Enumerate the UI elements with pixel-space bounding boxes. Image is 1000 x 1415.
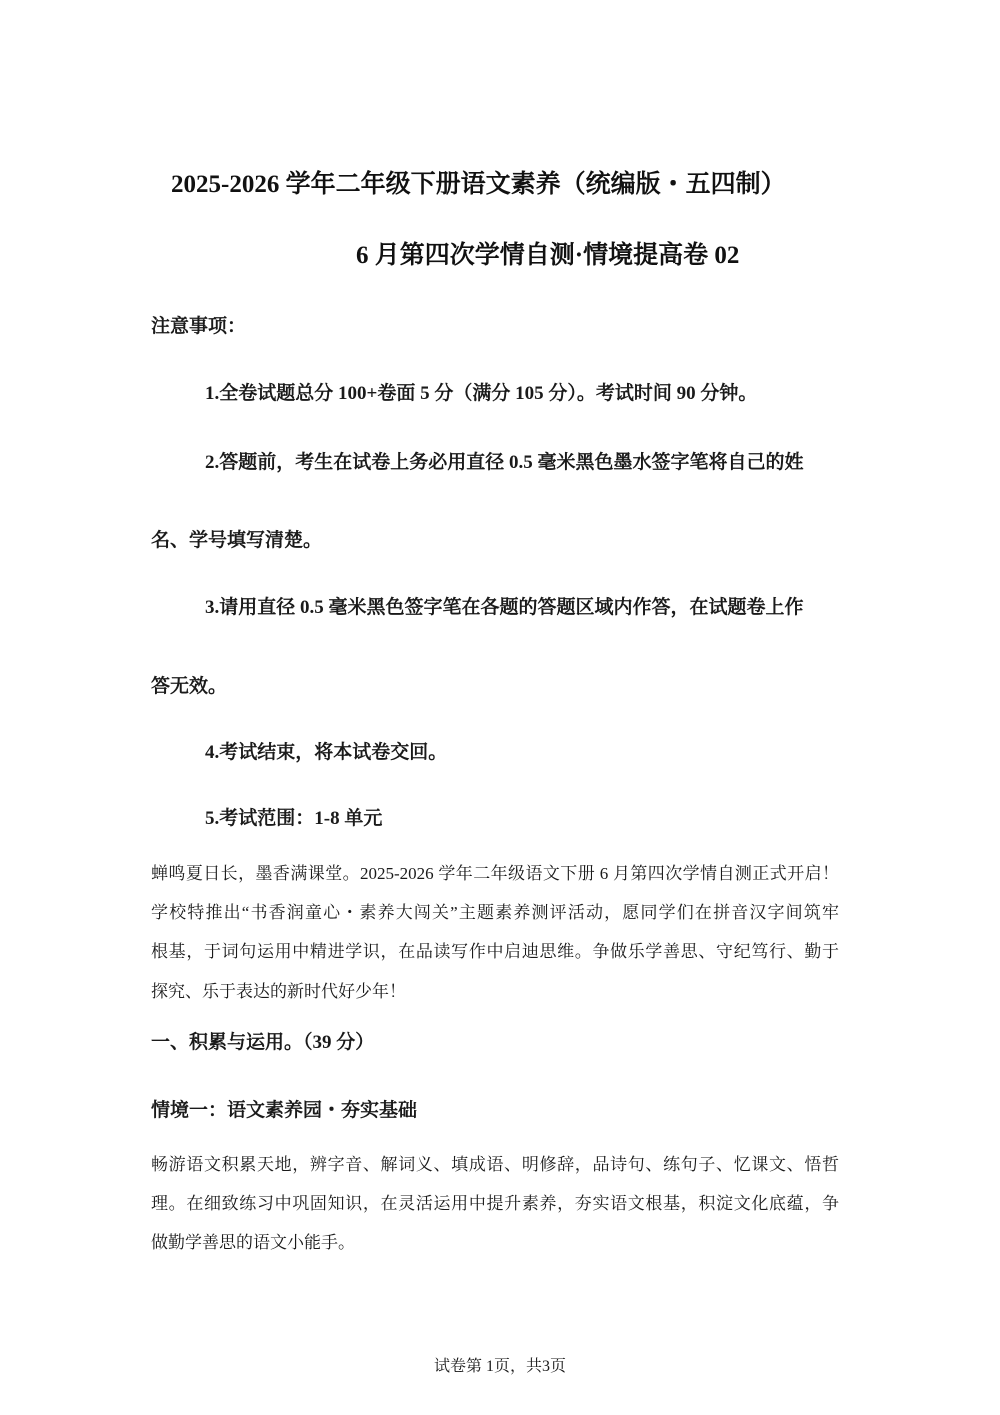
notice-item-1: 1.全卷试题总分 100+卷面 5 分（满分 105 分）。考试时间 90 分钟。 (205, 383, 758, 404)
intro-paragraph-line-3: 根基，于词句运用中精进学识，在品读写作中启迪思维。争做乐学善思、守纪笃行、勤于 (151, 942, 839, 961)
intro-paragraph-line-4: 探究、乐于表达的新时代好少年！ (151, 982, 406, 1001)
intro-paragraph-line-2: 学校特推出“书香润童心・素养大闯关”主题素养测评活动，愿同学们在拼音汉字间筑牢 (151, 903, 839, 922)
notice-item-5: 5.考试范围：1-8 单元 (205, 808, 383, 829)
scenario-heading: 情境一：语文素养园・夯实基础 (151, 1100, 418, 1121)
intro-paragraph-line-1: 蝉鸣夏日长，墨香满课堂。2025-2026 学年二年级语文下册 6 月第四次学情自测正式开启！ (151, 864, 839, 883)
exam-title-line-1: 2025-2026 学年二年级下册语文素养（统编版・五四制） (171, 171, 786, 198)
scenario-paragraph-line-3: 做勤学善思的语文小能手。 (151, 1233, 355, 1252)
section-heading: 一、积累与运用。（39 分） (151, 1032, 375, 1053)
notice-item-4: 4.考试结束，将本试卷交回。 (205, 742, 448, 763)
notice-item-3-continued: 答无效。 (151, 676, 228, 697)
notice-item-2: 2.答题前，考生在试卷上务必用直径 0.5 毫米黑色墨水签字笔将自己的姓 (205, 452, 804, 473)
notice-item-2-continued: 名、学号填写清楚。 (151, 530, 323, 551)
notice-heading: 注意事项： (151, 316, 247, 337)
page-footer: 试卷第 1页，共3页 (433, 1358, 566, 1375)
notice-item-3: 3.请用直径 0.5 毫米黑色签字笔在各题的答题区域内作答，在试题卷上作 (205, 597, 804, 618)
scenario-paragraph-line-2: 理。在细致练习中巩固知识，在灵活运用中提升素养，夯实语文根基，积淀文化底蕴，争 (151, 1194, 839, 1213)
scenario-paragraph-line-1: 畅游语文积累天地，辨字音、解词义、填成语、明修辞，品诗句、练句子、忆课文、悟哲 (151, 1155, 839, 1174)
exam-title-line-2: 6 月第四次学情自测·情境提高卷 02 (356, 242, 740, 269)
